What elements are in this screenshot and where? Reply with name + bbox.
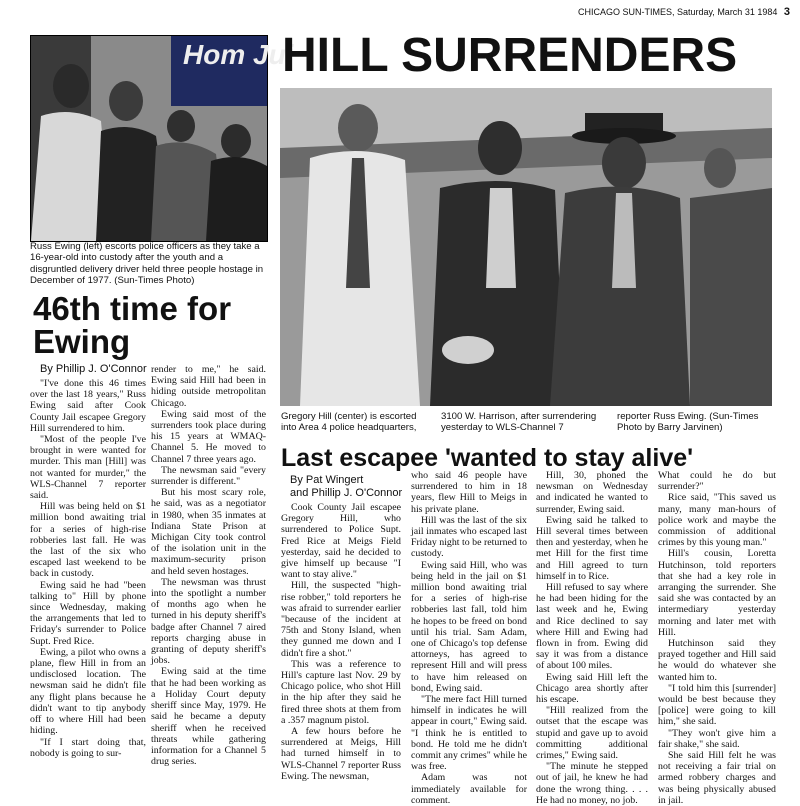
paragraph: Hill refused to say where he had been hiding for the last week and he, Ewing and Rice declined to say where Hill and Ewing had flown in from. Ewing did say it was from a distance of about 100 miles. bbox=[536, 582, 648, 672]
paragraph: Ewing, a pilot who owns a plane, flew Hill in from an undisclosed location. The newsman said he didn't file any flight plans because he didn't want to tip anybody off to where Hill had been hiding. bbox=[30, 646, 146, 737]
article-col-a bbox=[281, 502, 401, 782]
left-byline: By Phillip J. O'Connor bbox=[40, 363, 147, 375]
paragraph: What could he do but surrender?" bbox=[658, 470, 776, 493]
second-byline-line-2: and Phillip J. O'Connor bbox=[290, 487, 403, 499]
paragraph: The newsman said "every surrender is different." bbox=[151, 464, 266, 488]
paragraph: But his most scary role, he said, was as a negotiator in 1980, when 35 inmates at Indiana State Prison at Michigan City took control of the isolation unit in the maximum-security prison and held seven hostages. bbox=[151, 487, 266, 577]
header-dateline: CHICAGO SUN-TIMES, Saturday, March 31 1984 bbox=[577, 7, 778, 17]
second-headline: Last escapee 'wanted to stay alive' bbox=[281, 444, 694, 472]
paragraph: Ewing said at the time that he had been working as a Holiday Court deputy sheriff since May, 1979. He said he became a deputy sheriff when he received threats while gathering information for a Channel 5 drug series. bbox=[151, 666, 266, 768]
article-col-b bbox=[411, 470, 527, 806]
paragraph: "Most of the people I've brought in were wanted for murder. This man [Hill] was not wanted for murder," the WLS-Channel 7 reporter said. bbox=[30, 434, 146, 502]
paragraph: The newsman was thrust into the spotlight a number of months ago when he turned in his deputy sheriff's badge after Channel 7 aired reports charging abuse in granting of deputy sheriff's jobs. bbox=[151, 576, 266, 667]
paragraph: Hutchinson said they prayed together and Hill said he would do whatever she wanted him to. bbox=[658, 638, 776, 683]
paragraph: A few hours before he surrendered at Meigs, Hill had turned himself in to WLS-Channel 7 reporter Russ Ewing. The newsman, bbox=[281, 726, 401, 782]
article-col-d bbox=[658, 470, 776, 806]
paragraph: This was a reference to Hill's capture last Nov. 29 by Chicago police, who shot Hill in the hip after they said he fired three shots at them from a .357 magnum pistol. bbox=[281, 658, 401, 726]
article-col-c bbox=[536, 470, 648, 806]
paragraph: "Hill realized from the outset that the escape was stupid and gave up to avoid committing additional crimes," Ewing said. bbox=[536, 705, 648, 762]
left-article-col-2 bbox=[151, 364, 266, 767]
paragraph: Ewing said Hill left the Chicago area shortly after his escape. bbox=[536, 671, 648, 706]
paragraph: Ewing said he talked to Hill several times between then and yesterday, when he met Hill for the first time and Hill agreed to turn himself in to Rice. bbox=[536, 514, 648, 582]
paragraph: She said Hill felt he was not receiving a fair trial on armed robbery charges and was being physically abused in jail. bbox=[658, 750, 776, 806]
paragraph: Hill was being held on $1 million bond awaiting trial for a series of high-rise robberies last fall. He was the last of the six who escaped last weekend to be back in custody. bbox=[30, 501, 146, 580]
main-photo-image bbox=[280, 88, 772, 406]
page-header bbox=[578, 6, 790, 18]
paragraph: Rice said, "This saved us many, many man-hours of police work and maybe the commission of additional crimes by this young man." bbox=[658, 492, 776, 549]
paragraph: Cook County Jail escapee Gregory Hill, who surrendered to Police Supt. Fred Rice at Meigs Field yesterday, said he decided to give himself up because "I want to stay alive." bbox=[281, 502, 401, 581]
paragraph: Hill's cousin, Loretta Hutchinson, told reporters that she had a key role in arranging the surrender. She said she was contacted by an intermediary yesterday morning and later met with Hill. bbox=[658, 548, 776, 638]
paragraph: "If I start doing that, nobody is going to sur- bbox=[30, 736, 146, 759]
paragraph: "The minute he stepped out of jail, he knew he had done the wrong thing. . . . He had no money, no job. bbox=[536, 761, 648, 806]
paragraph: "I've done this 46 times over the last 18 years," Russ Ewing said after Cook County Jail escapee Gregory Hill surrendered to him. bbox=[30, 378, 146, 434]
main-photo-caption-3: reporter Russ Ewing. (Sun-Times Photo by Barry Jarvinen) bbox=[617, 411, 759, 434]
page-number: 3 bbox=[783, 6, 790, 18]
paragraph: Hill was the last of the six jail inmates who escaped last Friday night to be returned to custody. bbox=[411, 514, 528, 560]
paragraph: "I told him this [surrender] would be best because they [police] were going to kill him," she said. bbox=[658, 682, 776, 728]
paragraph: Ewing said most of the surrenders took place during his 15 years at WMAQ-Channel 5. He moved to Channel 7 three years ago. bbox=[151, 408, 266, 465]
main-headline: HILL SURRENDERS bbox=[282, 29, 738, 82]
main-photo bbox=[280, 88, 772, 406]
second-byline-line-1: By Pat Wingert bbox=[290, 474, 364, 486]
paragraph: who said 46 people have surrendered to him in 18 years, flew Hill to Meigs in his private plane. bbox=[411, 470, 527, 515]
paragraph: Hill, 30, phoned the newsman on Wednesday and indicated he wanted to surrender, Ewing said. bbox=[536, 470, 648, 515]
left-photo bbox=[30, 35, 294, 242]
main-photo-caption-1: Gregory Hill (center) is escorted into Area 4 police headquarters, bbox=[281, 411, 417, 434]
second-byline bbox=[290, 474, 410, 500]
left-article-col-1 bbox=[30, 378, 146, 759]
left-headline: 46th time for Ewing bbox=[33, 290, 232, 360]
paragraph: Ewing said he had "been talking to" Hill by phone since Wednesday, making the arrangements that led to Friday's surrender to Police Supt. Fred Rice. bbox=[30, 579, 146, 647]
paragraph: Ewing said Hill, who was being held in the jail on $1 million bond awaiting trial for a series of high-rise robberies last fall, told him he hopes to be freed on bond until his trial. Sam Adam, one of Chicago's top defense attorneys, has agreed to represent Hill and will press to have him released on bond, Ewing said. bbox=[411, 559, 527, 694]
paragraph: "They won't give him a fair shake," she said. bbox=[658, 727, 776, 750]
sign-text: Hom Jui bbox=[183, 39, 294, 70]
paragraph: Hill, the suspected "high-rise robber," told reporters he was afraid to surrender earlier "because of the incident at 75th and Stony Island, when they gunned me down and I didn't fire a shot." bbox=[281, 580, 401, 659]
left-photo-image bbox=[31, 36, 294, 241]
left-photo-caption: Russ Ewing (left) escorts police officers as they take a 16-year-old into custody after the youth and a disgruntled delivery driver held three people hostage in December of 1977. (Sun-Times Photo) bbox=[30, 241, 264, 287]
paragraph: render to me," he said. Ewing said Hill had been in hiding outside metropolitan Chicago. bbox=[151, 364, 266, 409]
paragraph: "The mere fact Hill turned himself in indicates he will appear in court," Ewing said. "I think he is entitled to bond. He told me he didn't commit any crimes" while he was free. bbox=[411, 694, 527, 773]
paragraph: Adam was not immediately available for comment. bbox=[411, 772, 527, 806]
main-photo-caption-2: 3100 W. Harrison, after surrendering yesterday to WLS-Channel 7 bbox=[441, 411, 597, 434]
